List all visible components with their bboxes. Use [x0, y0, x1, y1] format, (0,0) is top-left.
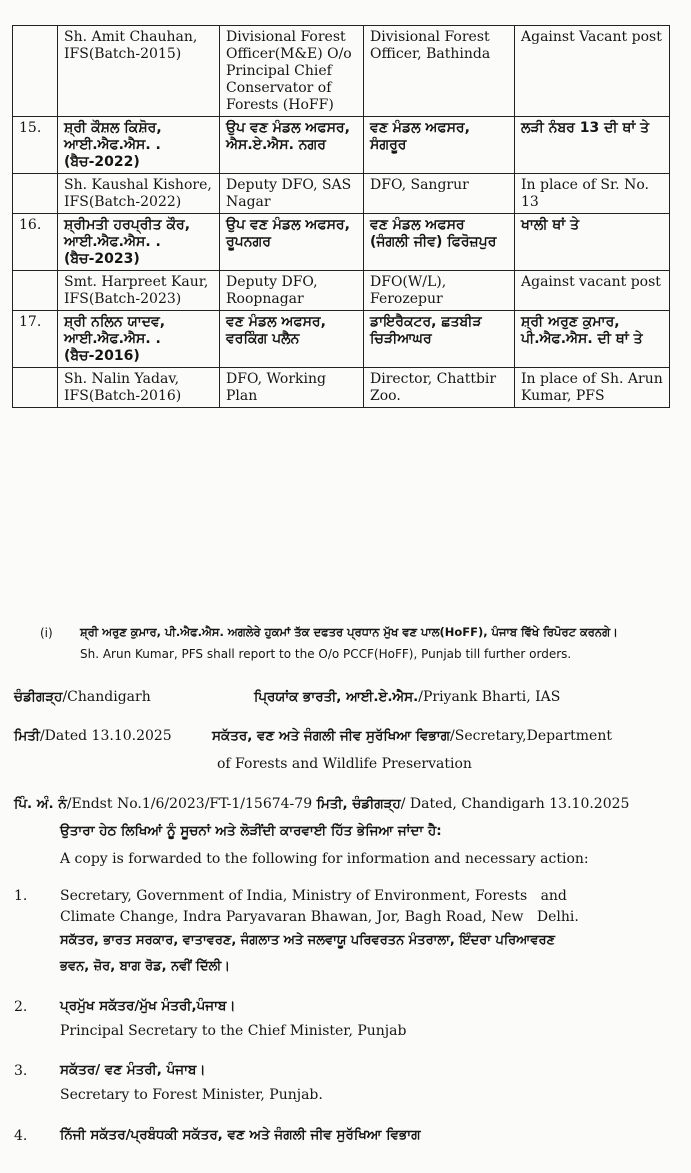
endorsement-line [14, 796, 629, 812]
present-posting-cell: ਉਪ ਵਣ ਮੰਡਲ ਅਫਸਰ, ਐਸ.ਏ.ਐਸ. ਨਗਰ [220, 117, 364, 174]
list-item-punjabi: ਨਿੱਜੀ ਸਕੱਤਰ/ਪ੍ਰਬੰਧਕੀ ਸਕੱਤਰ, ਵਣ ਅਤੇ ਜੰਗਲੀ ਜੀਵ ਸੁਰੱਖਿਆ ਵਿਭਾਗ [60, 1127, 421, 1143]
officer-name-cell: Smt. Harpreet Kaur, IFS(Batch-2023) [58, 271, 220, 311]
officer-name-cell: Sh. Kaushal Kishore, IFS(Batch-2022) [58, 174, 220, 214]
list-item-punjabi-line2: ਭਵਨ, ਜ਼ੋਰ, ਬਾਗ ਰੋਡ, ਨਵੀਂ ਦਿੱਲੀ। [60, 959, 231, 974]
place-punjabi: ਚੰਡੀਗੜ੍ਹ [14, 689, 63, 705]
list-item-english-line1: Secretary, Government of India, Ministry of Environment, Forests and [60, 888, 567, 904]
remarks-cell: In place of Sr. No. 13 [515, 174, 670, 214]
remarks-cell: In place of Sh. Arun Kumar, PFS [515, 368, 670, 408]
signatory-name-punjabi: ਪ੍ਰਿਯਾਂਕ ਭਾਰਤੀ, ਆਈ.ਏ.ਐਸ. [254, 689, 419, 705]
dated-line [14, 728, 172, 744]
remarks-cell: Against Vacant post [515, 26, 670, 117]
list-item-punjabi-line1: ਸਕੱਤਰ, ਭਾਰਤ ਸਰਕਾਰ, ਵਾਤਾਵਰਣ, ਜੰਗਲਾਤ ਅਤੇ ਜਲਵਾਯੂ ਪਰਿਵਰਤਨ ਮੰਤਰਾਲਾ, ਇੰਦਰਾ ਪਰਿਆਵਰਣ [60, 933, 555, 948]
table-row [13, 26, 670, 117]
new-posting-cell: ਵਣ ਮੰਡਲ ਅਫਸਰ, ਸੰਗਰੂਰ [364, 117, 515, 174]
remarks-cell: ਲੜੀ ਨੰਬਰ 13 ਦੀ ਥਾਂ ਤੇ [515, 117, 670, 174]
transfer-table [12, 25, 670, 408]
list-item-punjabi: ਸਕੱਤਰ/ ਵਣ ਮੰਤਰੀ, ਪੰਜਾਬ। [60, 1062, 206, 1078]
new-posting-cell: DFO, Sangrur [364, 174, 515, 214]
place-line [14, 689, 151, 705]
signatory-name-english: /Priyank Bharti, IAS [418, 689, 561, 705]
designation-english-line2: of Forests and Wildlife Preservation [217, 756, 472, 772]
officer-name-cell: ਸ਼੍ਰੀ ਨਲਿਨ ਯਾਦਵ, ਆਈ.ਐਫ.ਐਸ. .(ਬੈਚ-2016) [58, 311, 220, 368]
endst-punjabi: ਪਿੰ. ਅੰ. ਨੰ [14, 796, 67, 812]
serial-number-cell: 15. [13, 117, 58, 174]
serial-number-cell [13, 26, 58, 117]
note-marker: (i) [40, 626, 53, 640]
note-english: Sh. Arun Kumar, PFS shall report to the O/o PCCF(HoFF), Punjab till further orders. [80, 647, 572, 661]
serial-number-cell [13, 174, 58, 214]
forward-intro-punjabi: ਉਤਾਰਾ ਹੇਠ ਲਿਖਿਆਂ ਨੂੰ ਸੂਚਨਾਂ ਅਤੇ ਲੋੜੀਂਦੀ ਕਾਰਵਾਈ ਹਿੱਤ ਭੇਜਿਆ ਜਾਂਦਾ ਹੈ: [60, 823, 442, 839]
remarks-cell: ਖਾਲੀ ਥਾਂ ਤੇ [515, 214, 670, 271]
table-row [13, 174, 670, 214]
present-posting-cell: Deputy DFO, Roopnagar [220, 271, 364, 311]
designation-english: /Secretary,Department [450, 728, 612, 744]
present-posting-cell: Deputy DFO, SAS Nagar [220, 174, 364, 214]
list-item-number: 1. [14, 888, 28, 904]
remarks-cell: Against vacant post [515, 271, 670, 311]
dated-punjabi: ਮਿਤੀ [14, 728, 40, 744]
officer-name-cell: Sh. Nalin Yadav, IFS(Batch-2016) [58, 368, 220, 408]
serial-number-cell: 16. [13, 214, 58, 271]
dated-english: /Dated 13.10.2025 [39, 728, 172, 744]
list-item-english-line2: Climate Change, Indra Paryavaran Bhawan, Jor, Bagh Road, New Delhi. [60, 909, 579, 925]
designation-punjabi: ਸਕੱਤਰ, ਵਣ ਅਤੇ ਜੰਗਲੀ ਜੀਵ ਸੁਰੱਖਿਆ ਵਿਭਾਗ [212, 728, 451, 744]
new-posting-cell: ਵਣ ਮੰਡਲ ਅਫਸਰ (ਜੰਗਲੀ ਜੀਵ) ਫਿਰੋਜ਼ਪੁਰ [364, 214, 515, 271]
list-item [60, 1060, 660, 1106]
table-row [13, 311, 670, 368]
list-item-punjabi: ਪ੍ਰਮੁੱਖ ਸਕੱਤਰ/ਮੁੱਖ ਮੰਤਰੀ,ਪੰਜਾਬ। [60, 998, 236, 1014]
present-posting-cell: DFO, Working Plan [220, 368, 364, 408]
endst-date-punjabi: ਮਿਤੀ, ਚੰਡੀਗੜ੍ਹ [316, 796, 401, 812]
present-posting-cell: ਉਪ ਵਣ ਮੰਡਲ ਅਫਸਰ, ਰੂਪਨਗਰ [220, 214, 364, 271]
new-posting-cell: Divisional Forest Officer, Bathinda [364, 26, 515, 117]
list-item-english: Secretary to Forest Minister, Punjab. [60, 1087, 323, 1103]
officer-name-cell: ਸ਼੍ਰੀ ਕੌਸ਼ਲ ਕਿਸ਼ੋਰ, ਆਈ.ਐਫ.ਐਸ. .(ਬੈਚ-2022) [58, 117, 220, 174]
note-punjabi: ਸ਼੍ਰੀ ਅਰੁਣ ਕੁਮਾਰ, ਪੀ.ਐਫ.ਐਸ. ਅਗਲੇਰੇ ਹੁਕਮਾਂ ਤੱਕ ਦਫਤਰ ਪ੍ਰਧਾਨ ਮੁੱਖ ਵਣ ਪਾਲ(HoFF), ਪੰਜਾਬ ਵਿੱਖੇ ਰਿਪੋਰਟ ਕਰਨਗੇ। [80, 625, 618, 639]
endst-number: /Endst No.1/6/2023/FT-1/15674-79 [66, 796, 313, 812]
list-item-number: 2. [14, 999, 28, 1015]
signatory-name [254, 689, 560, 705]
table-row [13, 214, 670, 271]
new-posting-cell: ਡਾਇਰੈਕਟਰ, ਛਤਬੀੜ ਚਿੜੀਆਘਰ [364, 311, 515, 368]
serial-number-cell: 17. [13, 311, 58, 368]
new-posting-cell: DFO(W/L), Ferozepur [364, 271, 515, 311]
list-item-number: 4. [14, 1128, 28, 1144]
endst-date-english: / Dated, Chandigarh 13.10.2025 [400, 796, 630, 812]
designation-line [212, 728, 612, 744]
present-posting-cell: Divisional Forest Officer(M&E) O/o Principal Chief Conservator of Forests (HoFF) [220, 26, 364, 117]
table-row [13, 368, 670, 408]
table-row [13, 271, 670, 311]
present-posting-cell: ਵਣ ਮੰਡਲ ਅਫਸਰ, ਵਰਕਿੰਗ ਪਲੈਨ [220, 311, 364, 368]
officer-name-cell: ਸ਼੍ਰੀਮਤੀ ਹਰਪ੍ਰੀਤ ਕੌਰ, ਆਈ.ਐਫ.ਐਸ. .(ਬੈਚ-2023) [58, 214, 220, 271]
list-item [60, 1125, 660, 1146]
list-item [60, 886, 660, 980]
serial-number-cell [13, 368, 58, 408]
new-posting-cell: Director, Chattbir Zoo. [364, 368, 515, 408]
list-item-number: 3. [14, 1063, 28, 1079]
officer-name-cell: Sh. Amit Chauhan, IFS(Batch-2015) [58, 26, 220, 117]
list-item-english: Principal Secretary to the Chief Minister, Punjab [60, 1023, 407, 1039]
serial-number-cell [13, 271, 58, 311]
table-row [13, 117, 670, 174]
list-item [60, 996, 660, 1042]
remarks-cell: ਸ਼੍ਰੀ ਅਰੁਣ ਕੁਮਾਰ, ਪੀ.ਐਫ.ਐਸ. ਦੀ ਥਾਂ ਤੇ [515, 311, 670, 368]
forward-intro-english: A copy is forwarded to the following for information and necessary action: [60, 851, 589, 867]
place-english: /Chandigarh [62, 689, 151, 705]
